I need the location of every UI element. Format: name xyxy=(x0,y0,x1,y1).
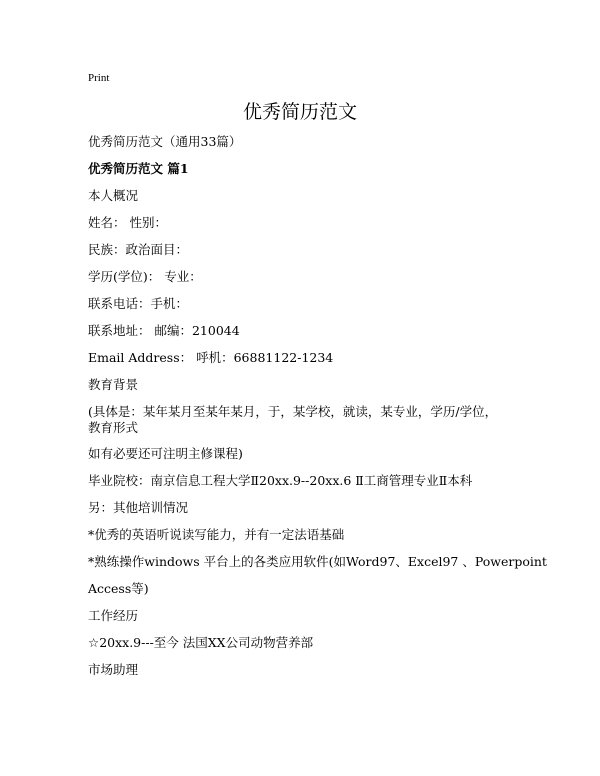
paragraph-line: *优秀的英语听说读写能力，并有一定法语基础 xyxy=(88,527,345,542)
section-heading: 优秀简历范文 篇1 xyxy=(88,161,189,176)
paragraph-line: 学历(学位)： 专业： xyxy=(88,269,202,284)
paragraph-line: 联系地址： 邮编：210044 xyxy=(88,323,240,338)
paragraph-line: (具体是：某年某月至某年某月，于，某学校，就读，某专业，学历/学位，教育形式 xyxy=(88,404,498,435)
paragraph-line: 本人概况 xyxy=(88,188,139,203)
paragraph-line: Email Address： 呼机：66881122-1234 xyxy=(88,350,334,365)
document-title: 优秀简历范文 xyxy=(242,101,357,123)
paragraph-line: 如有必要还可注明主修课程) xyxy=(88,446,243,461)
paragraph-line: 毕业院校：南京信息工程大学Ⅱ20xx.9--20xx.6 Ⅱ工商管理专业Ⅱ本科 xyxy=(88,473,473,488)
paragraph-line: 市场助理 xyxy=(88,662,139,677)
paragraph-line: 姓名： 性别： xyxy=(88,215,167,230)
paragraph-line: Access等) xyxy=(88,581,149,596)
paragraph-line: 工作经历 xyxy=(88,608,139,623)
paragraph-line: 另：其他培训情况 xyxy=(88,500,189,515)
paragraph-line: 民族：政治面目： xyxy=(88,242,189,257)
print-label: Print xyxy=(88,72,110,84)
paragraph-line: ☆20xx.9---至今 法国XX公司动物营养部 xyxy=(88,635,314,650)
paragraph-line: *熟练操作windows 平台上的各类应用软件(如Word97、Excel97 、Powerpoint xyxy=(88,554,547,569)
paragraph-line: 教育背景 xyxy=(88,377,139,392)
paragraph-line: 联系电话：手机： xyxy=(88,296,189,311)
subtitle-line: 优秀简历范文（通用33篇） xyxy=(88,134,242,149)
